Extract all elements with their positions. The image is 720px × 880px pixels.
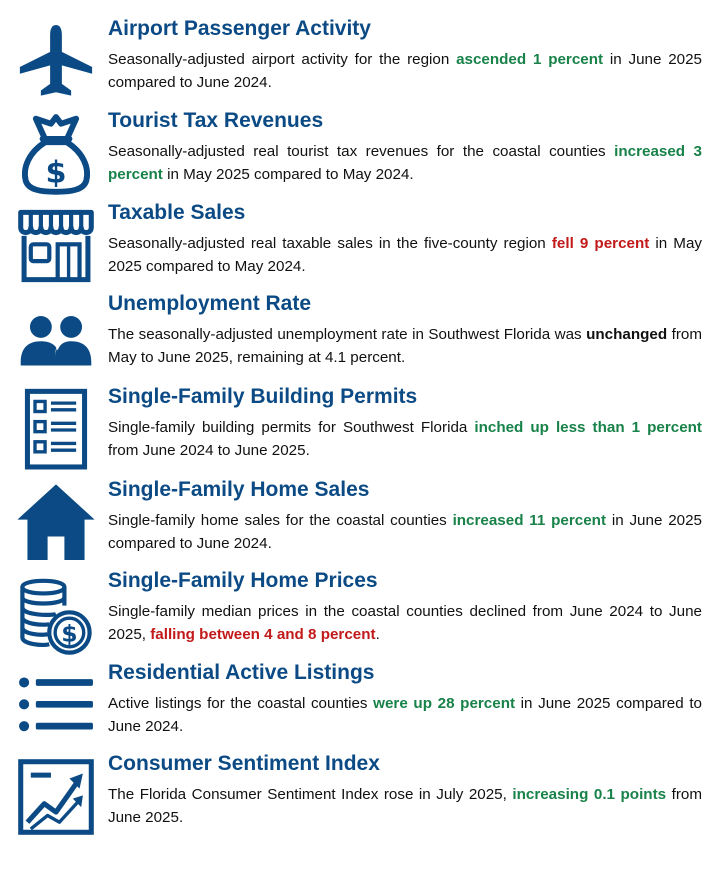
indicator-highlight: were up 28 percent xyxy=(373,695,516,712)
indicator-title: Taxable Sales xyxy=(108,201,246,224)
indicator-home-prices xyxy=(0,568,720,660)
coin-stack-icon xyxy=(14,572,98,656)
indicator-description: Seasonally-adjusted airport activity for the region ascended 1 percent in June 2025 compared to June 2024. xyxy=(108,51,702,91)
indicator-highlight: fell 9 percent xyxy=(551,235,650,252)
indicator-description: The seasonally-adjusted unemployment rate in Southwest Florida was unchanged from May to June 2025, remaining at 4.1 percent. xyxy=(108,326,702,366)
indicator-description: Active listings for the coastal counties were up 28 percent in June 2025 compared to June 2024. xyxy=(108,695,702,735)
indicator-description: Seasonally-adjusted real taxable sales in the five-county region fell 9 percent in May 2025 compared to May 2024. xyxy=(108,235,702,275)
indicator-highlight: inched up less than 1 percent xyxy=(474,419,702,436)
indicator-description: Single-family median prices in the coastal counties declined from June 2024 to June 2025, falling between 4 and 8 percent. xyxy=(108,603,702,643)
airplane-icon xyxy=(14,20,98,104)
indicator-airport-passenger-activity xyxy=(0,16,720,108)
indicator-highlight: increasing 0.1 points xyxy=(512,786,667,803)
indicator-active-listings xyxy=(0,660,720,752)
indicator-description: The Florida Consumer Sentiment Index rose in July 2025, increasing 0.1 points from June 2025. xyxy=(108,786,702,826)
indicator-highlight: increased 11 percent xyxy=(452,512,607,529)
indicator-title: Residential Active Listings xyxy=(108,661,375,684)
indicator-description: Seasonally-adjusted real tourist tax revenues for the coastal counties increased 3 percent in May 2025 compared to May 2024. xyxy=(108,143,702,183)
indicator-description: Single-family home sales for the coastal counties increased 11 percent in June 2025 compared to June 2024. xyxy=(108,512,702,552)
indicator-highlight: ascended 1 percent xyxy=(456,51,604,68)
indicator-highlight: increased 3 percent xyxy=(108,143,702,183)
indicator-tourist-tax-revenues xyxy=(0,108,720,200)
indicator-highlight: unchanged xyxy=(586,326,668,343)
indicator-title: Tourist Tax Revenues xyxy=(108,109,324,132)
indicator-building-permits xyxy=(0,384,720,476)
svg-text:$: $ xyxy=(45,155,67,191)
indicator-taxable-sales xyxy=(0,200,720,292)
bullet-list-icon xyxy=(14,664,98,748)
indicator-unemployment-rate xyxy=(0,291,720,383)
indicator-highlight: falling between 4 and 8 percent xyxy=(150,626,376,643)
indicator-home-sales xyxy=(0,477,720,569)
indicator-title: Single-Family Home Prices xyxy=(108,569,378,592)
house-icon xyxy=(14,481,98,565)
indicator-consumer-sentiment xyxy=(0,751,720,843)
money-bag-icon xyxy=(14,112,98,196)
storefront-icon xyxy=(14,204,98,288)
indicator-title: Single-Family Home Sales xyxy=(108,478,370,501)
trend-chart-icon xyxy=(14,755,98,839)
indicator-title: Unemployment Rate xyxy=(108,292,312,315)
indicator-title: Airport Passenger Activity xyxy=(108,17,371,40)
indicator-title: Single-Family Building Permits xyxy=(108,385,418,408)
permit-document-icon xyxy=(14,388,98,472)
svg-text:$: $ xyxy=(61,619,78,648)
indicator-title: Consumer Sentiment Index xyxy=(108,752,380,775)
people-icon xyxy=(14,295,98,379)
indicator-description: Single-family building permits for Southwest Florida inched up less than 1 percent from June 2024 to June 2025. xyxy=(108,419,702,459)
